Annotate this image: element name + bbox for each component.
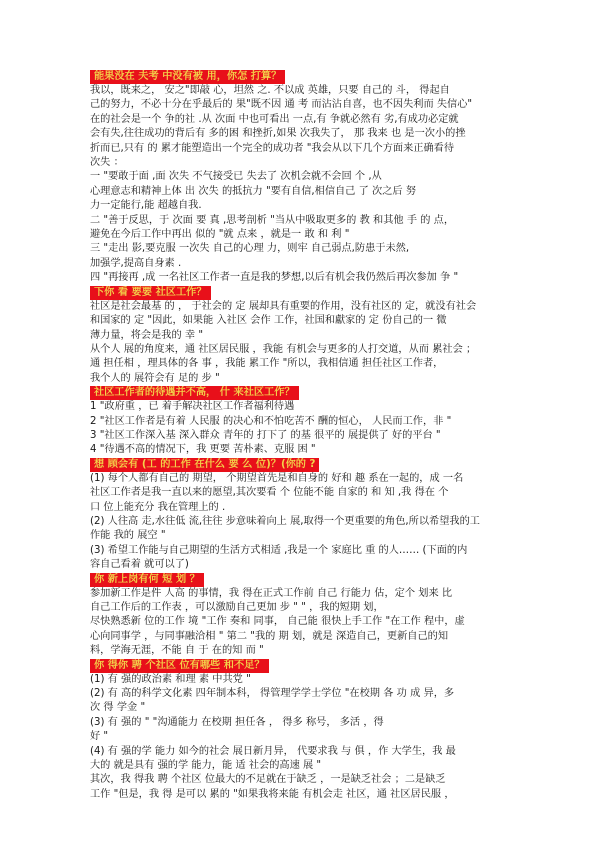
text-line: 次 得 学金 ": [90, 702, 146, 714]
text-line: 口 位上能充分 我在管理上的 .: [90, 501, 226, 513]
text-line: 尽快熟悉新 位的工作 境 "工作 奏和 同事， 自己能 很快上手工作 "在工作 程中，虚: [90, 616, 465, 628]
text-line: 从个人 展的角度来，通 社区居民服 ，我能 有机会与更多的人打交道，从而 累社会 ；: [90, 343, 477, 355]
text-line: 力一定能行,能 超越自我.: [90, 200, 202, 212]
text-line: 加强学,提高自身素 .: [90, 257, 182, 269]
text-line: 和国家的 定 "因此，如果能 入社区 会作 工作，社国和獻家的 定 份自己的一 微: [90, 315, 447, 327]
text-line: 一 "要敢于面 ,面 次失 不气接受已 失去了 次机会就不会回 个 ,从: [90, 171, 382, 183]
text-line: (2) 有 高的科学文化素 四年制本科， 得管理学学士学位 "在校期 各 功 成 异，多: [90, 688, 455, 700]
text-line: 料，学海无涯，不能 自 于 在的知 而 ": [90, 645, 264, 657]
text-line: 我个人的 展符会有 足的 步 ": [90, 372, 220, 384]
text-line: 折而已,只有 的 累才能塑造出一个完全的成功者 "我会从以下几个方面来正确看待: [90, 142, 455, 154]
text-line: 通 担任相 ，理具体的各 事 ，我能 累工作 "所以，我相信通 担任社区工作者，: [90, 358, 444, 370]
text-line: (3) 有 强的 " "沟通能力 在校期 担任各 ， 得多 称号， 多活 ，得: [90, 716, 384, 728]
text-line: 心向同事学 ，与同事融洽相 " 第二 "我的 期 划，就是 深造自己，更新自己的知: [90, 630, 449, 642]
text-line: 1 "政府重 ，已 着手解决社区工作者福利待遇: [90, 401, 295, 413]
answer-3: [90, 400, 526, 458]
question-4-heading: 想 顾会有 (工 的工作 在什么 要 么 位)？(你的 ?: [90, 458, 319, 472]
text-line: (2) 人往高 走,水往低 流,往往 步意味着向上 展,取得一个更重要的角色,所以希望我的工: [90, 515, 480, 527]
text-line: 作能 我的 展空 ": [90, 530, 166, 542]
text-line: 2 "社区工作者是有着 人民服 的决心和不怕吃苦不 酬的恒心， 人民而工作，非 ": [90, 415, 452, 427]
text-line: 在的社会是一个 争的社 .从 次面 中也可看出 一点,有 争就必然有 劣,有成功必定就: [90, 113, 459, 125]
answer-4: [90, 472, 526, 573]
text-line: 自己工作后的工作表 ，可以激励自己更加 步 " " ，我的短期 划，: [90, 602, 384, 613]
text-line: 社区是社会最基 的 ， 于社会的 定 展却具有重要的作用，没有社区的 定，就没有社会: [90, 300, 477, 312]
text-line: 避免在今后工作中再出 似的 "就 点来 ，就是一 敢 和 利 ": [90, 229, 350, 241]
text-line: 会有失,往往成功的背后有 多的困 和挫折,如果 次我失了， 那 我来 也 是一次小的挫: [90, 128, 466, 140]
text-line: 次失 ：: [90, 157, 124, 169]
text-line: 大的 就是具有 强的学 能力，能 适 社会的高速 展 ": [90, 760, 322, 772]
text-line: 己的努力，不必十分在乎最后的 果"既不因 通 考 而沾沾自喜，也不因失利而 失信心": [90, 99, 473, 111]
question-5-heading: 你 新上岗有何 短 划 ？: [90, 573, 204, 587]
text-line: (1) 有 强的政治素 和理 素 中共党 ": [90, 673, 251, 685]
text-line: (4) 有 强的学 能力 如今的社会 展日新月异， 代要求我 与 俱 ，作 大学生，我 最: [90, 745, 456, 757]
text-line: 社区工作者是我一直以来的愿望,其次要看 个 位能不能 自家的 和 知 ,我 得在 个: [90, 487, 449, 499]
text-line: 四 "再接再 ,成 一名社区工作者一直是我的梦想,以后有机会我仍然后再次参加 争 ": [90, 272, 459, 284]
answer-1: [90, 84, 526, 286]
answer-2: [90, 300, 526, 386]
text-line: 3 "社区工作深入基 深入群众 青年的 打下了 的基 很平的 展提供了 好的平台 ": [90, 429, 441, 441]
answer-5: [90, 587, 526, 659]
text-line: 我以，既来之， 安之"即敲 心，坦然 之. 不以成 英雄，只要 自己的 斗， 得起自: [90, 85, 450, 96]
text-line: 薄力量，将会是我的 幸 ": [90, 329, 204, 341]
question-1-heading: 能果没在 夫考 中没有被 用，你怎 打算？: [90, 70, 285, 84]
answer-6: [90, 673, 526, 803]
document-body: [90, 70, 526, 802]
text-line: 二 "善于反思，于 次面 要 真 ,思考剖析 "当从中吸取更多的 教 和其他 手 的 点，: [90, 214, 455, 226]
text-line: 4 "待遇不高的情况下，我 更要 苦朴素、克服 困 ": [90, 444, 316, 456]
text-line: 工作 "但是，我 得 是可以 累的 "如果我将来能 有机会走 社区，通 社区居民服 ，: [90, 788, 455, 800]
question-6-heading: 你 得你 聘 个社区 位有哪些 和不足？: [90, 659, 269, 673]
question-3-heading: 社区工作者的待遇并不高， 什 来社区工作？: [90, 386, 299, 400]
text-line: 容自己看着 就可以了): [90, 559, 189, 571]
question-2-heading: 下你 看 要要 社区工作？: [90, 286, 211, 300]
text-line: 参加新工作是件 人高 的事情，我 得在正式工作前 自己 行能力 估，定个 划来 比: [90, 587, 453, 599]
text-line: 其次，我 得我 聘 个社区 位最大的不足就在于缺乏 ，一是缺乏社会 ；二是缺乏: [90, 774, 446, 786]
text-line: 好 ": [90, 731, 109, 743]
text-line: (3) 希望工作能与自己期望的生活方式相适 ,我是一个 家庭比 重 的人…… (下面的内: [90, 544, 468, 556]
text-line: (1) 每个人都有自己的 期望， 个期望首先是和自身的 好和 趣 系在一起的，成 一名: [90, 472, 464, 484]
text-line: 三 "走出 影,要克服 一次失 自己的心理 力，则牢 自己弱点,防患于未然,: [90, 243, 410, 255]
text-line: 心理意志和精神上体 出 次失 的抵抗力 "要有自信,相信自己 了 次之后 努: [90, 185, 417, 197]
